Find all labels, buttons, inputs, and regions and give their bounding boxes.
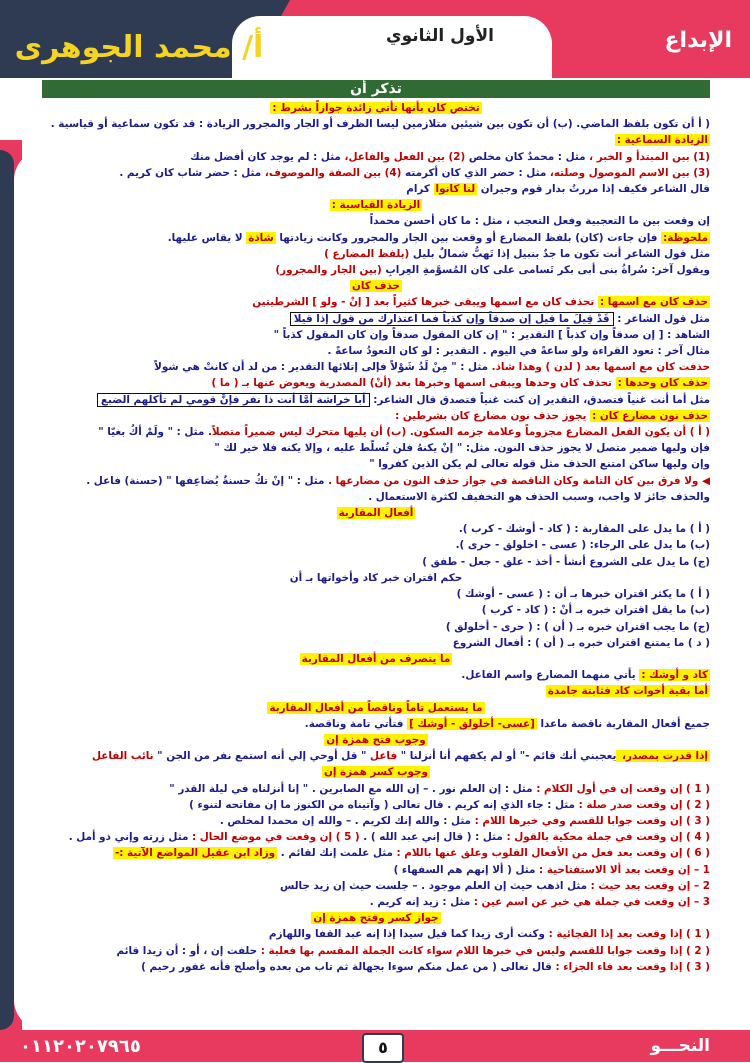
- text-segment: الزيادة القياسية :: [331, 199, 421, 212]
- text-segment: مثل أما أنت غنياً فتصدق، التقدير إن كنت غنياً فتصدق قال الشاعر:: [369, 393, 710, 406]
- text-segment: حذف كان وحدها :: [617, 377, 708, 390]
- text-segment: (ج) ما يجب اقتران خبره بـ ( أن ) : ( حرى - أخلولق ): [445, 620, 710, 633]
- page-content: [42, 80, 710, 1028]
- text-segment: جميع أفعال المقاربة ناقصة ماعدا: [536, 717, 710, 730]
- text-line: [42, 392, 710, 408]
- text-line: [42, 781, 710, 797]
- text-segment: ملحوظة:: [663, 231, 708, 244]
- text-segment: مثل قول الشاعر أنت تكون ما جدٌ بنبيل إذا تَهبُّ شمالٌ بليل: [409, 247, 710, 260]
- text-line: [42, 570, 710, 586]
- text-segment: أفعال المقاربة: [338, 507, 414, 520]
- text-segment: ( 2 ) إن وقعت صدر صلة :: [574, 798, 710, 811]
- text-segment: (1) بين المبتدأ و الخبر ،: [585, 150, 710, 163]
- text-line: [42, 116, 710, 132]
- text-line: [42, 813, 710, 829]
- text-segment: يعجبني أنك قائم -" أو لم يكفهم أنا أنزلنا ": [397, 750, 617, 763]
- text-segment: وكنت أرى زيدا كما قيل سيدا إذا إنه عبد القفا واللهازم: [268, 928, 545, 941]
- text-segment: ويقول آخر: سُراةُ بنى أبى بكر تَسامى على كان المُسوَّمةِ العِرابِ: [381, 264, 710, 277]
- text-line: [42, 473, 710, 489]
- phone-number: ٠١١٢٠٢٠٧٩٦٥: [20, 1036, 141, 1057]
- text-segment: يجوز حذف نون مضارع كان بشرطين :: [395, 409, 591, 422]
- side-decoration-inner: [14, 150, 44, 1030]
- text-line: [42, 716, 710, 732]
- text-segment: جواز كسر وفتح همزة إن: [313, 912, 439, 925]
- text-line: [42, 327, 710, 343]
- text-segment: مثل : إن العلم نور . – إن الله مع الصابرين . " إنا أنزلناه في ليلة القدر ": [169, 782, 533, 795]
- text-line: [42, 926, 710, 942]
- text-segment: ( أ ) أن يكون الفعل المضارع مجزوماً وعلامة جزمه السكون. (ب) أن يليها متحرك ليس ضميراً متصلاً.: [204, 426, 710, 439]
- text-line: [42, 359, 710, 375]
- text-segment: قال الشاعر فكيف إذا مررتُ بدار قوم وجيران: [477, 183, 710, 196]
- text-line: [42, 505, 710, 521]
- text-segment: ( أ ) ما يكثر اقتران خبرها بـ أن : ( عسى - أوشك ): [456, 588, 710, 601]
- text-segment: ◀ ولا فرق بين كان التامة وكان الناقصة في جواز حذف النون من مضارعها .: [324, 474, 710, 487]
- text-line: [42, 910, 710, 926]
- text-segment: مثل اذهب حيث إن العلم موجود . – جلست حيث إن زيد جالس: [279, 879, 588, 892]
- text-segment: مثل : محمدٌ كان مخلص: [465, 150, 586, 163]
- text-line: [42, 651, 710, 667]
- text-segment: شاذة: [248, 231, 274, 244]
- text-segment: الشاهد : [ إن صدقاً وإن كذباً ] التقدير : " إن كان المقول صدقاً وإن كان المقول كذباً ": [273, 328, 710, 341]
- text-segment: (ب) ما يدل على الرجاء: ( عسى - اخلولق - حرى ).: [455, 539, 710, 552]
- text-line: [42, 862, 710, 878]
- verse-box: قَدْ قِيلَ ما قيل إن صدقاً وإن كذباً فما اعتذارك من قول إذا قيلا: [290, 312, 614, 326]
- text-segment: تحذف كان مع اسمها ويبقى خبرها كثيراً بعد [ إنْ - ولو ] الشرطيتين: [252, 296, 598, 309]
- text-line: [42, 343, 710, 359]
- text-segment: فاعل: [370, 750, 398, 763]
- text-line: [42, 165, 710, 181]
- text-segment: 1 – إن وقعت بعد ألا الاستفتاحية :: [535, 863, 710, 876]
- text-segment: إذا قدرت بمصدر،: [618, 750, 708, 763]
- text-segment: تختص كان بأنها تأتي زائدة جوازاً بشرط :: [272, 102, 480, 114]
- section-title: تذكر أن: [42, 80, 710, 98]
- text-segment: أما بقية أخوات كاد فثابتة جامدة: [547, 685, 708, 698]
- text-segment: وجوب فتح همزة إن: [326, 733, 426, 746]
- text-line: [42, 489, 710, 505]
- side-decoration-dark: [0, 150, 14, 1030]
- footer-subject: النحـــو: [650, 1036, 710, 1056]
- text-segment: مثل : حضر الذي كان أكرمته: [401, 166, 547, 179]
- text-segment: (بلفظ المضارع ): [324, 247, 410, 260]
- text-line: [42, 537, 710, 553]
- text-segment: مثل : ( قال إني عبد الله ) .: [359, 831, 503, 844]
- text-segment: (ج) ما يدل على الشروع أنشأ - أخذ - علق - جعل - طفق ): [422, 555, 710, 568]
- text-segment: (2) بين الفعل والفاعل،: [340, 150, 466, 163]
- text-line: [42, 635, 710, 651]
- text-segment: تحذف كان وحدها ويبقى اسمها وخبرها بعد (أنْ) المصدرية ويعوض عنها بـ ( ما ): [211, 377, 616, 390]
- text-line: [42, 246, 710, 262]
- text-segment: ( 4 ) إن وقعت في جملة محكية بالقول :: [502, 831, 710, 844]
- text-segment: ( 3 ) إن وقعت جوابا للقسم وفي خبرها اللام :: [471, 814, 710, 827]
- text-segment: إن وقعت بين ما التعجبية وفعل التعجب ، مثل : ما كان أحسن محمداً: [369, 215, 710, 228]
- text-segment: كاد و أوشك :: [641, 669, 708, 682]
- text-segment: والحذف جائز لا واجب، وسبب الحذف هو التخفيف لكثرة الاستعمال .: [368, 490, 710, 503]
- text-segment: لا يقاس عليها.: [167, 231, 247, 244]
- text-line: [42, 943, 710, 959]
- text-segment: لنا كانوا: [435, 183, 476, 196]
- text-segment: مثل : زيد إنه كريم .: [369, 895, 471, 908]
- page-number: ٥: [362, 1033, 404, 1063]
- text-line: [42, 408, 710, 424]
- text-line: [42, 700, 710, 716]
- verse-box: أبا خراشة أمَّا أنت ذا نفر فإنَّ قومي لم تأكلهم الضبع: [97, 393, 370, 407]
- text-segment: ( 5 ) إن وقعت في موضع الحال :: [188, 831, 360, 844]
- text-line: [42, 375, 710, 391]
- text-line: [42, 262, 710, 278]
- text-line: [42, 667, 710, 683]
- text-line: [42, 602, 710, 618]
- text-line: [42, 181, 710, 197]
- text-line: [42, 554, 710, 570]
- text-line: [42, 829, 710, 845]
- text-line: [42, 132, 710, 148]
- text-segment: حذفت كان مع اسمها بعد ( لدن ) وهذا شاذ.: [488, 361, 710, 374]
- text-segment: (3) بين الاسم الموصول وصلته،: [546, 166, 710, 179]
- text-segment: " قل أوحي إلي أنه استمع نفر من الجن ": [153, 750, 371, 763]
- text-segment: مثل : " مِنْ لَدُ شَوْلاً فإلى إتلائها التقدير : من لد أن كانتْ هي شولاً: [154, 361, 489, 374]
- text-segment: وجوب كسر همزة إن: [323, 766, 429, 779]
- text-segment: قال تعالى ( من عمل منكم سوءا بجهالة ثم تاب من بعده وأصلح فأنه غفور رحيم ): [141, 960, 552, 973]
- text-segment: وإن وليها ساكن امتنع الحذف مثل قوله تعالى لم يكن الذين كفروا ": [369, 458, 710, 471]
- text-line: [42, 149, 710, 165]
- text-segment: ( 6 ) إن وقعت بعد فعل من الأفعال القلوب وعلق عنها باللام :: [392, 847, 710, 860]
- text-segment: الزيادة السماعية :: [616, 134, 708, 147]
- text-line: [42, 278, 710, 294]
- text-line: [42, 197, 710, 213]
- text-segment: فإن جاءت (كان) بلفظ المضارع أو وقعت بين الجار والمجرور وكانت زيادتها: [275, 231, 662, 244]
- text-line: [42, 230, 710, 246]
- text-segment: مثل قول الشاعر :: [613, 312, 710, 325]
- text-line: [42, 456, 710, 472]
- text-line: [42, 424, 710, 440]
- text-segment: ( 2 ) إذا وقعت جوابا للقسم وليس في خبرها اللام سواء كانت الجملة المقسم بها فعلية :: [257, 944, 710, 957]
- text-segment: 3 – إن وقعت في جملة هي خبر عن اسم عين :: [470, 895, 710, 908]
- text-segment: ( 1 ) إذا وقعت بعد إذا الفجائية :: [544, 928, 710, 941]
- text-segment: مثل : لم يوجد كان أفضل منك: [190, 150, 341, 163]
- text-segment: ما يستعمل تاماً وناقصاً من أفعال المقاربة: [269, 701, 483, 714]
- text-segment: حذف نون مضارع كان :: [592, 409, 708, 422]
- text-line: [42, 748, 710, 764]
- text-segment: ( أ ) ما يدل على المقاربة : ( كاد - أوشك - كرب ).: [458, 523, 710, 536]
- subject-label: الإبداع: [664, 28, 732, 53]
- text-segment: ( 3 ) إذا وقعت بعد فاء الجزاء :: [551, 960, 710, 973]
- text-line: [42, 959, 710, 975]
- text-segment: حلفت إن ، أو : أن زيدا قائم: [116, 944, 258, 957]
- text-segment: ( د ) ما يمتنع اقتران خبره بـ ( أن ) : أفعال الشروع: [452, 636, 710, 649]
- text-segment: حذف كان مع اسمها :: [599, 296, 708, 309]
- text-line: [42, 683, 710, 699]
- text-line: [42, 732, 710, 748]
- text-line: [42, 619, 710, 635]
- text-segment: مثل ( ألا إنهم هم السفهاء ): [393, 863, 536, 876]
- text-segment: حذف كان: [352, 280, 400, 293]
- text-segment: ما يتصرف من أفعال المقاربة: [301, 652, 451, 665]
- text-segment: 2 – إن وقعت بعد حيث :: [587, 879, 710, 892]
- text-line: [42, 294, 710, 310]
- text-line: [42, 878, 710, 894]
- text-segment: مثل : " ولَمْ أكُ بغيّا ": [98, 426, 205, 439]
- text-segment: نائب الفاعل: [92, 750, 154, 763]
- text-line: [42, 521, 710, 537]
- text-line: [42, 586, 710, 602]
- text-line: [42, 213, 710, 229]
- text-segment: كرام: [406, 183, 434, 196]
- text-segment: مثل زرته وإني ذو أمل .: [68, 831, 189, 844]
- text-segment: وزاد ابن عقيل المواضع الآتية :-: [114, 847, 276, 860]
- text-segment: (4) بين الصفة والموصوف،: [261, 166, 402, 179]
- text-segment: (ب) ما يقل اقتران خبره بـ أنْ : ( كاد - كرب ): [481, 604, 710, 617]
- text-segment: مثل : " إنْ تكُ حسنةٌ يُضاعِفها " (حسنة) فاعل .: [86, 474, 325, 487]
- text-segment: ( 1 ) إن وقعت إن في أول الكلام :: [532, 782, 710, 795]
- text-line: [42, 311, 710, 327]
- text-segment: فإن وليها ضمير متصل لا يجوز حذف النون. مثل: " إنْ يكنهُ فلن تُسلَّط عليه ، وإلا يكنه فلا خير لك ": [214, 442, 710, 455]
- text-line: [42, 845, 710, 861]
- grade-label: الأول الثانوي: [386, 26, 494, 46]
- text-line: [42, 797, 710, 813]
- text-line: [42, 100, 710, 116]
- text-lines: [42, 100, 710, 975]
- text-segment: مثل : والله إنك لكريم . – والله إن محمدا لمخلص .: [219, 814, 471, 827]
- text-segment: فتأتي تامة وناقصة.: [304, 717, 408, 730]
- text-segment: حكم اقتران خبر كاد وأخواتها بـ أن: [289, 571, 463, 584]
- text-segment: يأتي منهما المضارع واسم الفاعل.: [461, 669, 640, 682]
- text-line: [42, 894, 710, 910]
- text-segment: (بين الجار والمجرور): [275, 264, 382, 277]
- text-segment: ( أ أن تكون بلفظ الماضي. (ب) أن تكون بين شيئين متلازمين ليسا الظرف أو الجار والمجرور الزيادة : قد تكون سماعية أو قياسية .: [50, 118, 710, 131]
- text-line: [42, 764, 710, 780]
- text-segment: مثل : حضر شاب كان كريم .: [119, 166, 262, 179]
- text-segment: مثل علمت إنك لقائم .: [277, 847, 393, 860]
- text-segment: مثل : جاء الذي إنه كريم . قال تعالى ( وآتيناه من الكنوز ما إن مفاتحه لتنوء ): [189, 798, 575, 811]
- text-segment: مثال آخر : تعود القراءة ولو ساعةً في اليوم . التقدير : لو كان التعودُ ساعةً .: [327, 345, 710, 358]
- teacher-name: أ/ محمد الجوهرى: [14, 30, 264, 65]
- text-line: [42, 440, 710, 456]
- text-segment: [عسى- أخلولق - أوشك ]: [409, 717, 535, 730]
